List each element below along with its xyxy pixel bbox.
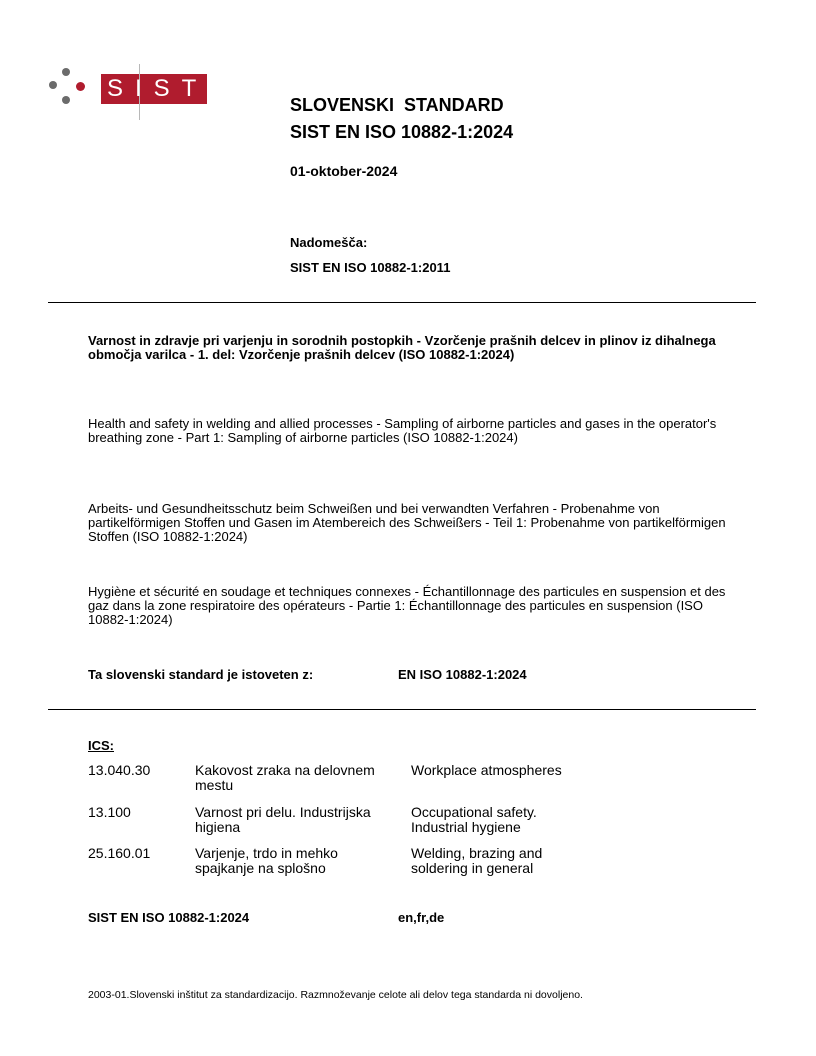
title-slovenian: Varnost in zdravje pri varjenju in sorodnih postopkih - Vzorčenje prašnih delcev in plinov iz dihalnega območja varilca - 1. del: Vzorčenje prašnih delcev (ISO 10882-1:2024) — [88, 333, 716, 362]
ics-description-sl: Varjenje, trdo in mehko spajkanje na splošno — [195, 845, 338, 876]
logo-text: SIST — [107, 75, 209, 102]
divider-bottom — [48, 709, 756, 710]
ics-description-en: Workplace atmospheres — [411, 762, 562, 778]
identical-value: EN ISO 10882-1:2024 — [398, 667, 527, 682]
identical-label: Ta slovenski standard je istoveten z: — [88, 667, 314, 682]
ics-code: 25.160.01 — [88, 845, 151, 861]
title-german: Arbeits- und Gesundheitsschutz beim Schweißen und bei verwandten Verfahren - Probenahme von partikelförmigen Stoffen und Gasen im Atembereich des Schweißers - Teil 1: Probenahme von partikelförmigen Stoffen (ISO 10882-1:2024) — [88, 501, 726, 544]
logo-dot-top — [62, 68, 70, 76]
replaces-value: SIST EN ISO 10882-1:2011 — [290, 260, 451, 275]
divider-top — [48, 302, 756, 303]
title-french: Hygiène et sécurité en soudage et techniques connexes - Échantillonnage des particules en suspension et des gaz dans la zone respiratoire des opérateurs - Partie 1: Échantillonnage des particules en suspension (ISO 10882-1:2024) — [88, 584, 726, 627]
ics-description-sl: Varnost pri delu. Industrijska higiena — [195, 804, 371, 835]
sist-logo — [46, 64, 216, 124]
ics-description-en: Welding, brazing and soldering in general — [411, 845, 543, 876]
footer-languages: en,fr,de — [398, 910, 445, 925]
standard-code-heading: SIST EN ISO 10882-1:2024 — [290, 122, 514, 142]
ics-description-sl: Kakovost zraka na delovnem mestu — [195, 762, 375, 793]
footer-standard-code: SIST EN ISO 10882-1:2024 — [88, 910, 250, 925]
logo-dot-red — [76, 82, 85, 91]
logo-dot-bottom — [62, 96, 70, 104]
ics-label: ICS: — [88, 738, 114, 753]
replaces-label: Nadomešča: — [290, 235, 368, 250]
ics-description-en: Occupational safety. Industrial hygiene — [411, 804, 537, 835]
standard-type-heading: SLOVENSKI STANDARD — [290, 95, 504, 115]
ics-code: 13.100 — [88, 804, 131, 820]
copyright-notice: 2003-01.Slovenski inštitut za standardizacijo. Razmnoževanje celote ali delov tega standarda ni dovoljeno. — [88, 989, 583, 1001]
logo-dot-left — [49, 81, 57, 89]
publication-date: 01-oktober-2024 — [290, 163, 398, 179]
title-english: Health and safety in welding and allied processes - Sampling of airborne particles and gases in the operator's breathing zone - Part 1: Sampling of airborne particles (ISO 10882-1:2024) — [88, 416, 717, 445]
ics-code: 13.040.30 — [88, 762, 151, 778]
